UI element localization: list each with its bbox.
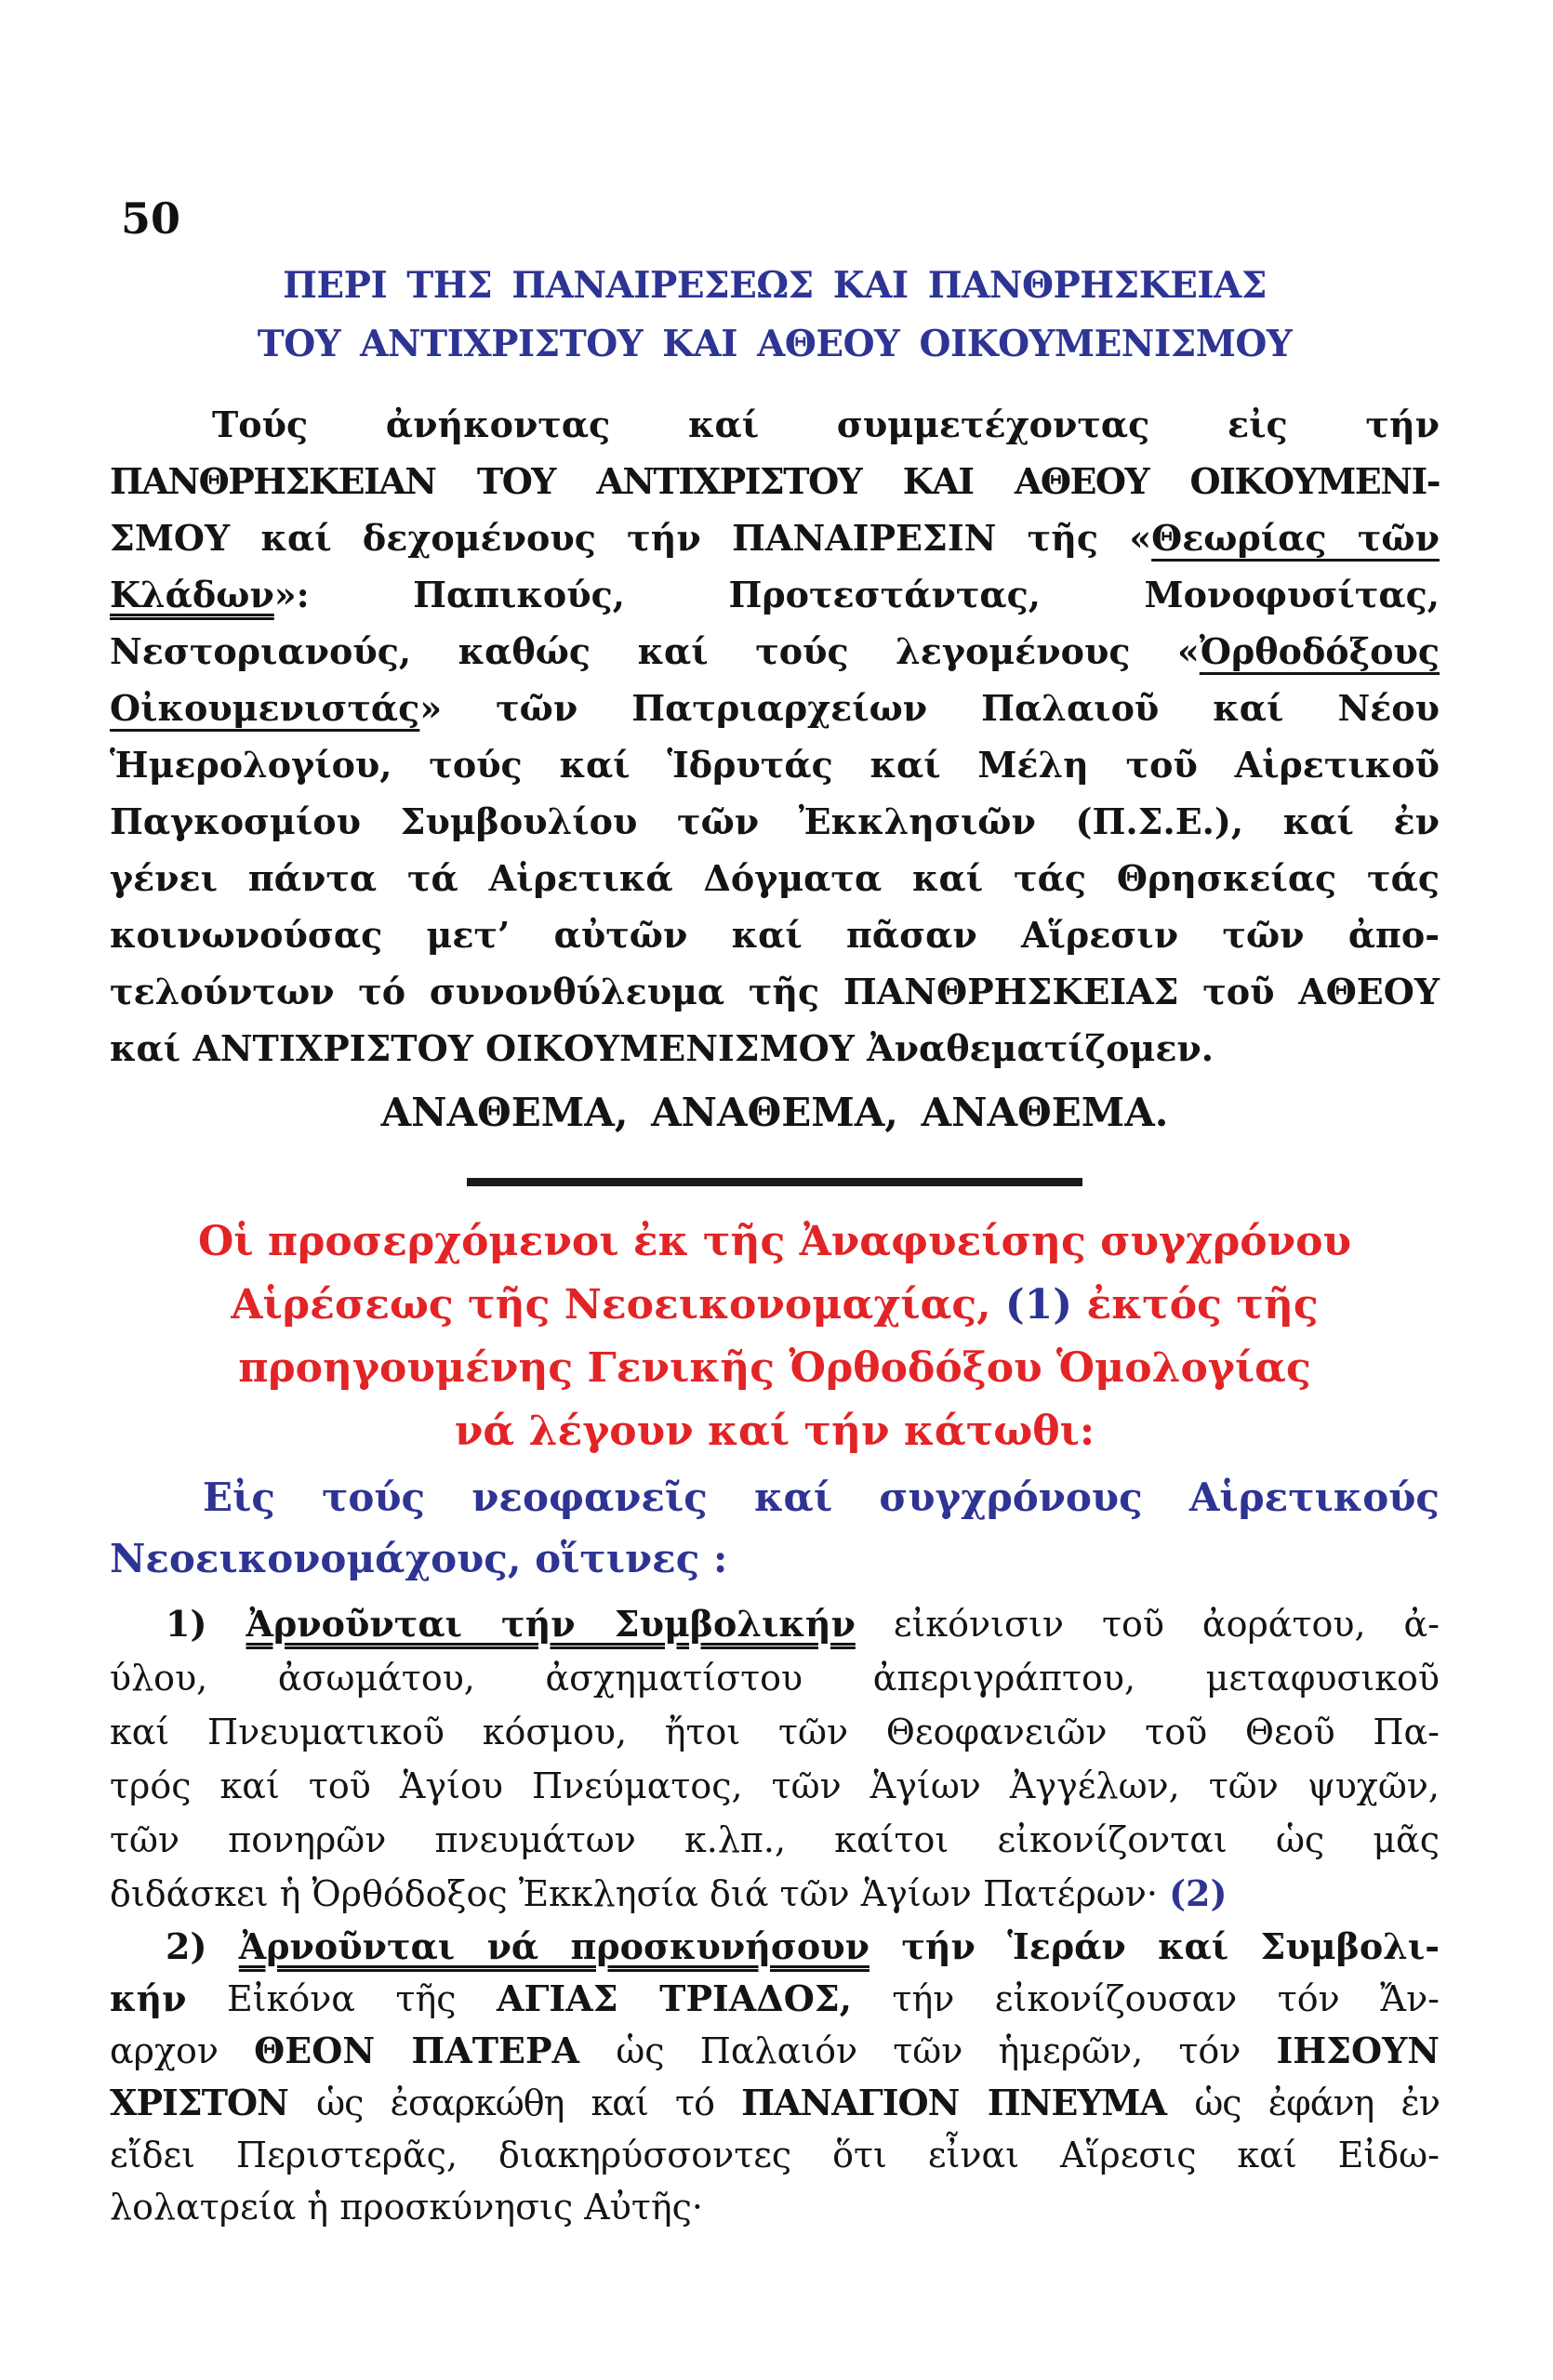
- text-line: [110, 1597, 1440, 1651]
- text-segment: (2): [1169, 1872, 1228, 1914]
- main-title: [110, 257, 1440, 374]
- text-line: [110, 1467, 1440, 1528]
- text-body: [110, 396, 1440, 2233]
- anathema-line: [110, 1084, 1440, 1141]
- text-segment: ΑΝΑΘΕΜΑ, ΑΝΑΘΕΜΑ, ΑΝΑΘΕΜΑ.: [380, 1090, 1169, 1135]
- red-exhortation: [110, 1210, 1440, 1463]
- text-segment: ΑΓΙΑΣ ΤΡΙΑΔΟΣ,: [496, 1977, 852, 2019]
- text-segment: Νεστοριανούς, καθώς καί τούς λεγομένους «: [110, 630, 1200, 672]
- blue-address: [110, 1467, 1440, 1590]
- text-segment: ΠΑΝΑΓΙΟΝ ΠΝΕΥΜΑ: [741, 2082, 1195, 2123]
- text-segment: ύλου, ἀσωμάτου, ἀσχηματίστου ἀπεριγράπτου, μεταφυσικοῦ: [110, 1658, 1440, 1699]
- item-2: [110, 1921, 1440, 2233]
- text-segment: ὡς ἐφάνη ἐν: [1194, 2082, 1440, 2123]
- item-1: [110, 1597, 1440, 1921]
- text-segment: ΙΗΣΟΥΝ: [1276, 2030, 1440, 2071]
- text-line: [110, 850, 1440, 906]
- text-segment: νά λέγουν καί τήν κάτωθι:: [454, 1408, 1095, 1455]
- text-segment: Οἱ προσερχόμενοι ἐκ τῆς Ἀναφυείσης συγχρόνου: [197, 1218, 1352, 1265]
- text-segment: ΧΡΙΣΤΟΝ: [110, 2082, 317, 2123]
- text-line: [110, 2025, 1440, 2077]
- text-segment: τήν εἰκονίζουσαν τόν Ἄν-: [851, 1978, 1440, 2019]
- text-line: [110, 680, 1440, 736]
- text-segment: καί Πνευματικοῦ κόσμου, ἤτοι τῶν Θεοφανειῶν τοῦ Θεοῦ Πα-: [110, 1712, 1440, 1752]
- text-line: [110, 793, 1440, 850]
- text-segment: Ἀρνοῦνται νά προσκυνήσουν: [238, 1925, 869, 1967]
- text-line: [110, 566, 1440, 623]
- text-segment: ΣΜΟΥ καί δεχομένους τήν ΠΑΝΑΙΡΕΣΙΝ τῆς «: [110, 517, 1152, 559]
- text-segment: αρχον: [110, 2030, 255, 2071]
- text-segment: λολατρεία ἡ προσκύνησις Αὐτῆς·: [110, 2187, 703, 2228]
- text-line: [110, 906, 1440, 963]
- text-column: [110, 0, 1440, 2233]
- text-segment: 1): [166, 1603, 246, 1645]
- text-segment: Εἰκόνα τῆς: [186, 1978, 497, 2019]
- text-line: [110, 509, 1440, 566]
- text-line: [110, 1813, 1440, 1867]
- text-segment: ὡς Παλαιόν τῶν ἡμερῶν, τόν: [616, 2030, 1277, 2071]
- text-line: [110, 2181, 1440, 2233]
- text-segment: γένει πάντα τά Αἱρετικά Δόγματα καί τάς Θρησκείας τάς: [110, 857, 1440, 899]
- text-line: [110, 1528, 1440, 1590]
- text-segment: τρός καί τοῦ Ἁγίου Πνεύματος, τῶν Ἁγίων Ἀγγέλων, τῶν ψυχῶν,: [110, 1765, 1440, 1806]
- text-line: [110, 1084, 1440, 1141]
- text-segment: Παγκοσμίου Συμβουλίου τῶν Ἐκκλησιῶν (Π.Σ.Ε.), καί ἐν: [110, 800, 1440, 842]
- text-line: [110, 1867, 1440, 1921]
- text-segment: (1): [1004, 1281, 1073, 1329]
- text-line: [110, 453, 1440, 509]
- text-segment: διδάσκει ἡ Ὀρθόδοξος Ἐκκλησία διά τῶν Ἁγίων Πατέρων·: [110, 1873, 1170, 1914]
- text-segment: κήν: [110, 1977, 187, 2019]
- text-line: [110, 1400, 1440, 1463]
- text-segment: κοινωνούσας μετ’ αὐτῶν καί πᾶσαν Αἵρεσιν τῶν ἀπο-: [110, 914, 1440, 956]
- text-segment: τῶν πονηρῶν πνευμάτων κ.λπ., καίτοι εἰκονίζονται ὡς μᾶς: [110, 1819, 1440, 1860]
- separator-rule: [467, 1178, 1082, 1186]
- text-segment: Νεοεικονομάχους, οἵτινες :: [110, 1536, 728, 1581]
- text-segment: Θεωρίας τῶν: [1151, 517, 1440, 559]
- opening-paragraph: [110, 396, 1440, 1077]
- text-segment: »: Παπικούς, Προτεστάντας, Μονοφυσίτας,: [273, 574, 1440, 615]
- text-line: [110, 2077, 1440, 2129]
- text-segment: ἐκτός τῆς: [1072, 1281, 1319, 1329]
- text-segment: Κλάδων: [110, 574, 274, 615]
- text-line: [110, 1705, 1440, 1759]
- text-line: [110, 1210, 1440, 1274]
- text-segment: προηγουμένης Γενικῆς Ὀρθοδόξου Ὁμολογίας: [238, 1344, 1311, 1392]
- text-line: [110, 736, 1440, 793]
- text-segment: Οἰκουμενιστάς: [110, 687, 420, 729]
- text-segment: ὡς ἐσαρκώθη καί τό: [316, 2082, 742, 2123]
- text-segment: Αἱρέσεως τῆς Νεοεικονομαχίας,: [231, 1281, 1005, 1329]
- text-segment: τελούντων τό συνονθύλευμα τῆς ΠΑΝΘΡΗΣΚΕΙΑΣ τοῦ ΑΘΕΟΥ: [110, 971, 1440, 1012]
- text-segment: καί ΑΝΤΙΧΡΙΣΤΟΥ ΟΙΚΟΥΜΕΝΙΣΜΟΥ Ἀναθεματίζομεν.: [110, 1027, 1215, 1069]
- text-segment: Ὀρθοδόξους: [1199, 630, 1440, 672]
- text-segment: τήν Ἱεράν καί Συμβολι-: [869, 1925, 1440, 1967]
- text-segment: Ἀρνοῦνται τήν Συμβολικήν: [246, 1603, 856, 1645]
- text-line: [110, 1337, 1440, 1400]
- text-line: [110, 1759, 1440, 1813]
- text-line: [110, 2129, 1440, 2181]
- text-line: [110, 963, 1440, 1020]
- text-segment: εἴδει Περιστερᾶς, διακηρύσσοντες ὅτι εἶναι Αἵρεσις καί Εἰδω-: [110, 2135, 1440, 2175]
- text-line: [110, 1921, 1440, 1973]
- title-line-1: ΠΕΡΙ ΤΗΣ ΠΑΝΑΙΡΕΣΕΩΣ ΚΑΙ ΠΑΝΘΡΗΣΚΕΙΑΣ: [283, 264, 1267, 307]
- text-line: [110, 1274, 1440, 1337]
- text-segment: Εἰς τούς νεοφανεῖς καί συγχρόνους Αἱρετικούς: [203, 1474, 1440, 1520]
- text-segment: ΠΑΝΘΡΗΣΚΕΙΑΝ ΤΟΥ ΑΝΤΙΧΡΙΣΤΟΥ ΚΑΙ ΑΘΕΟΥ ΟΙΚΟΥΜΕΝΙ-: [110, 460, 1440, 502]
- text-segment: Ἡμερολογίου, τούς καί Ἱδρυτάς καί Μέλη τοῦ Αἱρετικοῦ: [110, 744, 1440, 786]
- text-line: [110, 623, 1440, 680]
- text-segment: » τῶν Πατριαρχείων Παλαιοῦ καί Νέου: [419, 687, 1440, 729]
- title-line-2: ΤΟΥ ΑΝΤΙΧΡΙΣΤΟΥ ΚΑΙ ΑΘΕΟΥ ΟΙΚΟΥΜΕΝΙΣΜΟΥ: [257, 323, 1293, 365]
- text-line: [110, 1651, 1440, 1705]
- text-segment: Τούς ἀνήκοντας καί συμμετέχοντας εἰς τήν: [212, 403, 1440, 445]
- text-line: [110, 1020, 1440, 1077]
- text-line: [110, 396, 1440, 453]
- text-segment: ΘΕΟΝ ΠΑΤΕΡΑ: [254, 2030, 617, 2071]
- page-number: 50: [121, 193, 181, 244]
- text-segment: 2): [166, 1925, 239, 1967]
- text-line: [110, 1973, 1440, 2025]
- text-segment: εἰκόνισιν τοῦ ἀοράτου, ἀ-: [855, 1604, 1440, 1645]
